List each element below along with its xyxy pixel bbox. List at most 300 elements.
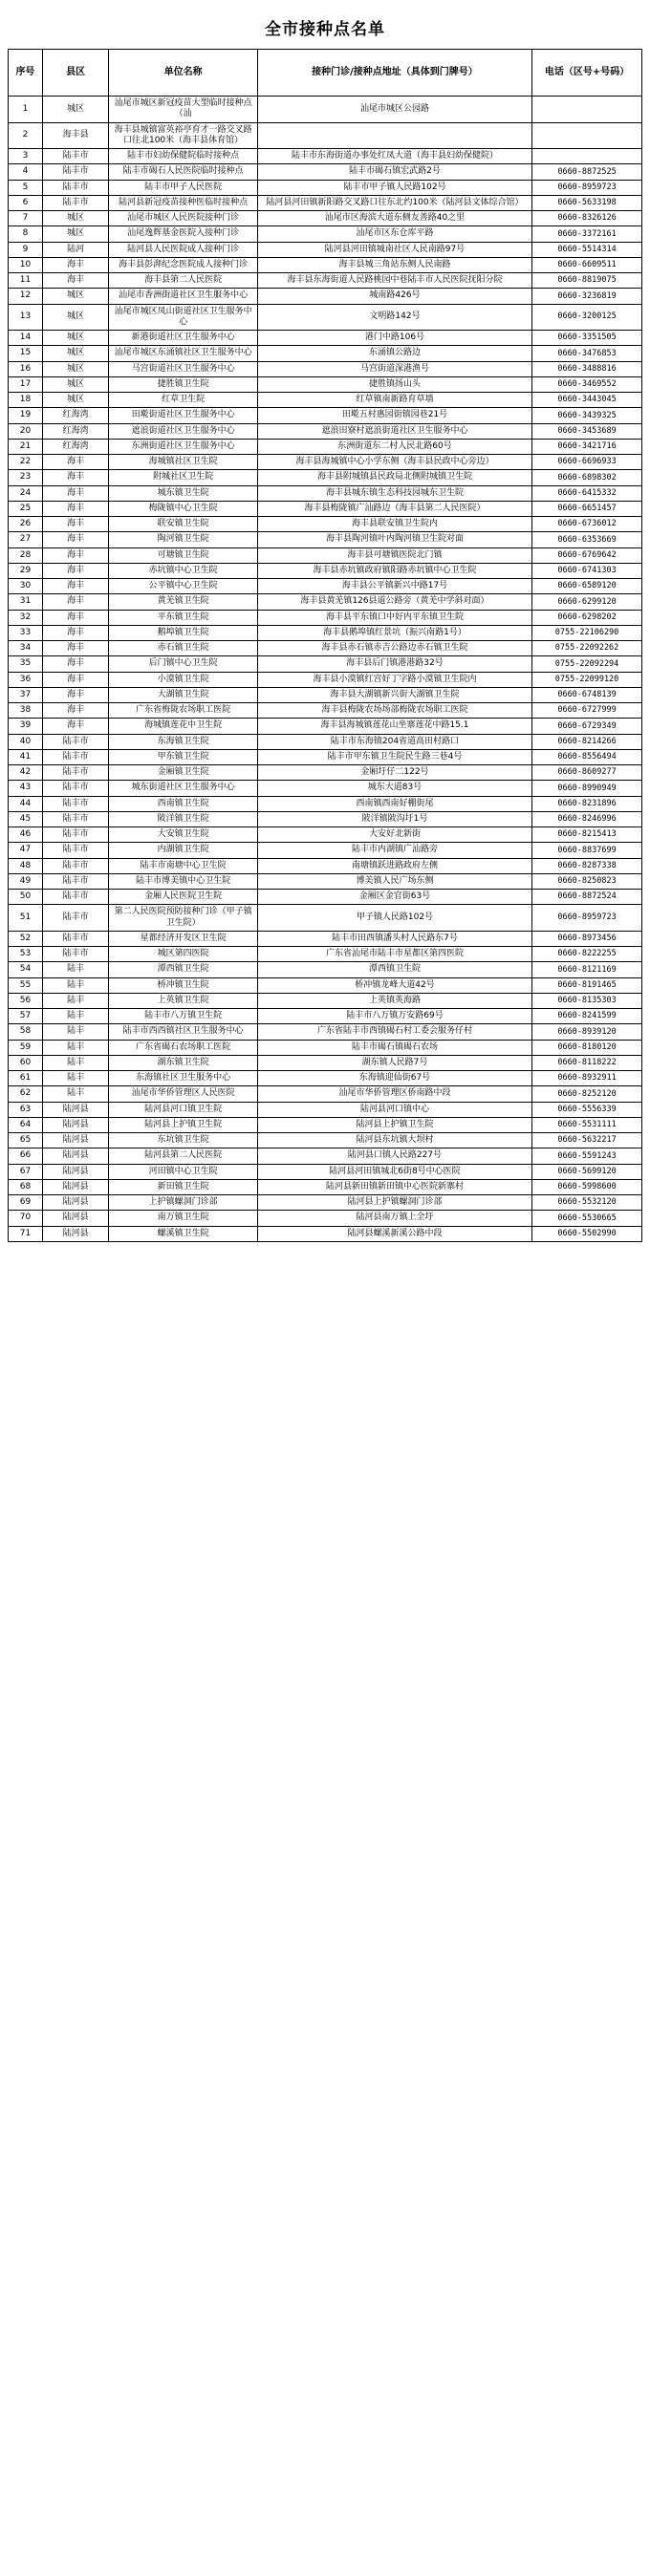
cell-unit: 后门镇中心卫生院: [109, 656, 258, 672]
cell-district: 陆丰市: [42, 858, 108, 873]
table-row: [9, 765, 642, 781]
cell-index: 70: [9, 1211, 43, 1226]
cell-district: 陆丰市: [42, 749, 108, 764]
cell-address: 陆丰市田西镇潘头村人民路东7号: [257, 931, 531, 946]
cell-address: 陆丰市东海街道办事处红凤大道（海丰县妇幼保健院）: [257, 149, 531, 164]
cell-unit: 陆丰市妇幼保健院临时接种点: [109, 149, 258, 164]
table-row: [9, 304, 642, 331]
cell-unit: 可塘镇卫生院: [109, 547, 258, 563]
cell-phone: 0660-8556494: [532, 749, 642, 764]
cell-address: 海丰县梅陇镇广汕路边（海丰县第二人民医院）: [257, 501, 531, 516]
cell-phone: 0660-8990949: [532, 781, 642, 796]
table-row: [9, 656, 642, 672]
table-row: [9, 977, 642, 993]
cell-address: 汕尾市区海滨大道东侧友善路40之里: [257, 211, 531, 226]
cell-unit: 马宫街道社区卫生服务中心: [109, 361, 258, 376]
cell-phone: 0660-6609511: [532, 257, 642, 272]
cell-unit: 陆丰市八万镇卫生院: [109, 1009, 258, 1024]
cell-unit: 广东省碣石农场职工医院: [109, 1040, 258, 1055]
cell-phone: 0660-3236819: [532, 289, 642, 304]
cell-unit: 城东镇卫生院: [109, 485, 258, 501]
cell-phone: 0660-8959723: [532, 905, 642, 932]
cell-phone: 0755-22106290: [532, 625, 642, 640]
cell-unit: 海丰县第二人民医院: [109, 273, 258, 289]
cell-index: 61: [9, 1071, 43, 1086]
cell-district: 海丰: [42, 625, 108, 640]
cell-index: 17: [9, 376, 43, 392]
cell-index: 52: [9, 931, 43, 946]
cell-phone: 0660-6748139: [532, 687, 642, 702]
table-row: [9, 719, 642, 734]
cell-address: 海丰县鹅埠镇红景坑（振兴南路1号）: [257, 625, 531, 640]
cell-district: 海丰: [42, 656, 108, 672]
cell-index: 7: [9, 211, 43, 226]
cell-unit: 陆河县河口镇卫生院: [109, 1102, 258, 1117]
cell-address: 东海镇迎仙街67号: [257, 1071, 531, 1086]
cell-index: 12: [9, 289, 43, 304]
cell-phone: 0660-5998600: [532, 1179, 642, 1194]
cell-address: 红草镇南新路育草墙: [257, 393, 531, 408]
cell-district: 城区: [42, 361, 108, 376]
cell-district: 陆丰市: [42, 905, 108, 932]
cell-address: 汕尾市城区公园路: [257, 97, 531, 123]
cell-district: 陆河县: [42, 1133, 108, 1148]
cell-phone: 0660-8939120: [532, 1024, 642, 1040]
cell-unit: 陂洋镇卫生院: [109, 811, 258, 826]
table-row: [9, 195, 642, 210]
cell-unit: 第二人民医院预防接种门诊（甲子镇卫生院）: [109, 905, 258, 932]
cell-address: 西南镇西南好棚街尾: [257, 796, 531, 811]
cell-unit: 大安镇卫生院: [109, 827, 258, 843]
table-row: [9, 993, 642, 1008]
cell-unit: 金厢人民医院卫生院: [109, 890, 258, 905]
cell-phone: 0660-8241599: [532, 1009, 642, 1024]
cell-address: 陆河县上护镇螺洞门诊部: [257, 1195, 531, 1211]
cell-phone: 0660-8837699: [532, 843, 642, 858]
cell-district: 陆丰: [42, 1086, 108, 1102]
cell-district: 城区: [42, 376, 108, 392]
cell-index: 32: [9, 610, 43, 625]
cell-unit: 平东镇卫生院: [109, 610, 258, 625]
cell-index: 68: [9, 1179, 43, 1194]
cell-district: 海丰: [42, 687, 108, 702]
cell-unit: 陆河县新冠疫苗接种医临时接种点: [109, 195, 258, 210]
cell-phone: 0660-8932911: [532, 1071, 642, 1086]
cell-unit: 陆丰市南塘中心卫生院: [109, 858, 258, 873]
table-row: [9, 1055, 642, 1070]
cell-index: 51: [9, 905, 43, 932]
cell-address: 东涌镇公路边: [257, 346, 531, 361]
cell-address: 海丰县联安镇卫生院内: [257, 517, 531, 532]
cell-index: 13: [9, 304, 43, 331]
cell-address: 汕尾市区东仓库平路: [257, 226, 531, 242]
cell-district: 陆丰市: [42, 149, 108, 164]
cell-address: 桥冲镇龙峰大道42号: [257, 977, 531, 993]
cell-index: 54: [9, 962, 43, 977]
cell-unit: 黄羌镇卫生院: [109, 594, 258, 610]
cell-unit: 遮浪街道社区卫生服务中心: [109, 423, 258, 439]
column-header-index: 序号: [9, 50, 43, 97]
table-row: [9, 703, 642, 719]
cell-district: 城区: [42, 346, 108, 361]
cell-unit: 湖东镇卫生院: [109, 1055, 258, 1070]
cell-address: 陆丰市碣石镇碣石农场: [257, 1040, 531, 1055]
cell-unit: 联安镇卫生院: [109, 517, 258, 532]
table-row: [9, 858, 642, 873]
cell-address: 海丰县黄羌镇126县道公路旁（黄羌中学斜对面）: [257, 594, 531, 610]
table-row: [9, 962, 642, 977]
cell-address: 陆河县河田镇新阳路交叉路口往东北约100米（陆河县文体综合馆）: [257, 195, 531, 210]
cell-unit: 海丰县城镇富英裕亭育才一路交叉路口往北100米（海丰县体育馆）: [109, 122, 258, 149]
cell-phone: 0660-8287338: [532, 858, 642, 873]
column-header-district: 县区: [42, 50, 108, 97]
cell-phone: 0660-5556339: [532, 1102, 642, 1117]
cell-index: 58: [9, 1024, 43, 1040]
cell-index: 10: [9, 257, 43, 272]
cell-index: 27: [9, 532, 43, 547]
cell-phone: 0660-3372161: [532, 226, 642, 242]
cell-address: 陆丰市八万镇万安路69号: [257, 1009, 531, 1024]
cell-district: 陆丰: [42, 1040, 108, 1055]
cell-index: 35: [9, 656, 43, 672]
cell-index: 53: [9, 947, 43, 962]
cell-district: 陆河县: [42, 1164, 108, 1179]
cell-index: 29: [9, 563, 43, 578]
table-row: [9, 796, 642, 811]
cell-phone: 0755-22092262: [532, 641, 642, 656]
cell-unit: 南万镇卫生院: [109, 1211, 258, 1226]
cell-district: 城区: [42, 97, 108, 123]
cell-address: 海丰县平东镇口中好内平东镇卫生院: [257, 610, 531, 625]
cell-unit: 新田镇卫生院: [109, 1179, 258, 1194]
cell-index: 22: [9, 455, 43, 470]
cell-district: 城区: [42, 331, 108, 346]
cell-address: 海丰县赤坑镇政府镇阳路赤坑镇中心卫生院: [257, 563, 531, 578]
table-row: [9, 1179, 642, 1194]
cell-index: 30: [9, 579, 43, 594]
table-row: [9, 423, 642, 439]
cell-index: 31: [9, 594, 43, 610]
cell-index: 6: [9, 195, 43, 210]
table-row: [9, 439, 642, 454]
cell-address: 博美镇人民广场东侧: [257, 873, 531, 889]
table-row: [9, 361, 642, 376]
cell-index: 8: [9, 226, 43, 242]
cell-unit: 东海镇卫生院: [109, 734, 258, 749]
cell-phone: 0660-5502990: [532, 1226, 642, 1241]
cell-address: 陆河县口镇人民路227号: [257, 1148, 531, 1164]
column-header-address: 接种门诊/接种点地址（具体到门牌号）: [257, 50, 531, 97]
cell-index: 25: [9, 501, 43, 516]
table-row: [9, 890, 642, 905]
cell-phone: 0660-5514314: [532, 242, 642, 257]
table-row: [9, 563, 642, 578]
cell-index: 65: [9, 1133, 43, 1148]
cell-district: 陆丰市: [42, 873, 108, 889]
cell-district: 陆丰市: [42, 195, 108, 210]
cell-phone: 0660-8872525: [532, 164, 642, 180]
cell-phone: 0660-6898302: [532, 470, 642, 485]
cell-index: 49: [9, 873, 43, 889]
cell-district: 海丰: [42, 703, 108, 719]
cell-index: 2: [9, 122, 43, 149]
cell-unit: 大湖镇卫生院: [109, 687, 258, 702]
cell-district: 陆丰: [42, 962, 108, 977]
cell-unit: 广东省梅陇农场职工医院: [109, 703, 258, 719]
cell-index: 28: [9, 547, 43, 563]
cell-index: 24: [9, 485, 43, 501]
cell-address: 南塘镇跃进路政府左侧: [257, 858, 531, 873]
cell-unit: 红草卫生院: [109, 393, 258, 408]
table-row: [9, 641, 642, 656]
cell-unit: 陆丰市碣石人民医院临时接种点: [109, 164, 258, 180]
cell-district: 海丰: [42, 594, 108, 610]
cell-unit: 陆丰市西西镇社区卫生服务中心: [109, 1024, 258, 1040]
cell-district: 陆丰: [42, 1071, 108, 1086]
table-row: [9, 1195, 642, 1211]
cell-unit: 汕尾逸辉基金医院入接种门诊: [109, 226, 258, 242]
cell-district: 海丰: [42, 470, 108, 485]
cell-district: 海丰: [42, 719, 108, 734]
table-row: [9, 1164, 642, 1179]
cell-address: 陆丰市东海镇204省道高田村路口: [257, 734, 531, 749]
table-row: [9, 1148, 642, 1164]
cell-phone: 0660-8246996: [532, 811, 642, 826]
table-header-row: [9, 50, 642, 97]
cell-address: 广东省汕尾市陆丰市星都区第四医院: [257, 947, 531, 962]
cell-address: 海丰县可塘镇医院北门镇: [257, 547, 531, 563]
cell-district: 陆河县: [42, 1117, 108, 1132]
cell-index: 62: [9, 1086, 43, 1102]
table-body: [9, 97, 642, 1242]
cell-address: 甲子镇人民路102号: [257, 905, 531, 932]
cell-phone: 0755-22092294: [532, 656, 642, 672]
cell-phone: 0660-5633198: [532, 195, 642, 210]
table-row: [9, 346, 642, 361]
table-row: [9, 905, 642, 932]
cell-district: 陆丰市: [42, 811, 108, 826]
table-row: [9, 226, 642, 242]
cell-index: 47: [9, 843, 43, 858]
cell-phone: 0660-8214266: [532, 734, 642, 749]
cell-phone: 0660-8252120: [532, 1086, 642, 1102]
cell-unit: 金厢镇卫生院: [109, 765, 258, 781]
cell-unit: 海丰县彭湃纪念医院成人接种门诊: [109, 257, 258, 272]
table-row: [9, 1133, 642, 1148]
table-row: [9, 594, 642, 610]
cell-unit: 河田镇中心卫生院: [109, 1164, 258, 1179]
cell-address: 陆河县上护镇卫生院: [257, 1117, 531, 1132]
cell-address: 陆河县河口镇中心: [257, 1102, 531, 1117]
cell-index: 1: [9, 97, 43, 123]
cell-district: 陆丰市: [42, 947, 108, 962]
table-row: [9, 485, 642, 501]
cell-phone: 0660-5532120: [532, 1195, 642, 1211]
cell-address: 海丰县小漠镇红宫好丁字路小漠镇卫生院内: [257, 672, 531, 687]
table-row: [9, 149, 642, 164]
cell-unit: 陆丰市博美镇中心卫生院: [109, 873, 258, 889]
cell-index: 66: [9, 1148, 43, 1164]
cell-index: 39: [9, 719, 43, 734]
column-header-unit: 单位名称: [109, 50, 258, 97]
cell-address: 陆丰市内湖镇广汕路旁: [257, 843, 531, 858]
cell-district: 陆丰市: [42, 164, 108, 180]
page-title: 全市接种点名单: [265, 20, 385, 39]
table-row: [9, 331, 642, 346]
cell-phone: 0660-8180120: [532, 1040, 642, 1055]
cell-district: 陆丰市: [42, 734, 108, 749]
cell-phone: 0660-6353669: [532, 532, 642, 547]
cell-address: 海丰县城东镇生态科技园城东卫生院: [257, 485, 531, 501]
cell-address: 大安好北新街: [257, 827, 531, 843]
cell-phone: 0660-8326126: [532, 211, 642, 226]
cell-index: 11: [9, 273, 43, 289]
cell-index: 4: [9, 164, 43, 180]
cell-unit: 赤坑镇中心卫生院: [109, 563, 258, 578]
cell-address: 城东大道83号: [257, 781, 531, 796]
cell-district: 陆丰: [42, 1009, 108, 1024]
table-row: [9, 273, 642, 289]
cell-address: 陆河县南万镇上全圩: [257, 1211, 531, 1226]
cell-unit: 城区第四医院: [109, 947, 258, 962]
cell-index: 19: [9, 408, 43, 423]
cell-phone: 0660-8121169: [532, 962, 642, 977]
cell-phone: 0660-6589120: [532, 579, 642, 594]
cell-index: 57: [9, 1009, 43, 1024]
cell-phone: 0660-8609277: [532, 765, 642, 781]
cell-index: 23: [9, 470, 43, 485]
cell-index: 34: [9, 641, 43, 656]
cell-phone: 0660-3488816: [532, 361, 642, 376]
cell-unit: 汕尾市华侨管理区人民医院: [109, 1086, 258, 1102]
cell-district: 城区: [42, 304, 108, 331]
cell-phone: 0660-5531111: [532, 1117, 642, 1132]
cell-phone: 0660-3469552: [532, 376, 642, 392]
cell-phone: 0660-8250823: [532, 873, 642, 889]
cell-district: 陆丰市: [42, 796, 108, 811]
cell-unit: 星都经济开发区卫生院: [109, 931, 258, 946]
cell-index: 44: [9, 796, 43, 811]
cell-district: 陆丰: [42, 977, 108, 993]
cell-district: 陆丰市: [42, 827, 108, 843]
cell-address: 捷胜镇扬山头: [257, 376, 531, 392]
cell-index: 56: [9, 993, 43, 1008]
cell-unit: 公平镇中心卫生院: [109, 579, 258, 594]
cell-unit: 鹅埠镇卫生院: [109, 625, 258, 640]
cell-district: 陆河县: [42, 1148, 108, 1164]
cell-address: 文明路142号: [257, 304, 531, 331]
table-row: [9, 827, 642, 843]
table-row: [9, 164, 642, 180]
table-row: [9, 843, 642, 858]
cell-address: 金厢区金官街63号: [257, 890, 531, 905]
cell-district: 海丰: [42, 257, 108, 272]
cell-phone: 0660-8222255: [532, 947, 642, 962]
cell-phone: 0660-8959723: [532, 180, 642, 195]
cell-unit: 陆河县人民医院成人接种门诊: [109, 242, 258, 257]
cell-district: 海丰县: [42, 122, 108, 149]
cell-index: 64: [9, 1117, 43, 1132]
cell-district: 海丰: [42, 532, 108, 547]
cell-district: 红海湾: [42, 439, 108, 454]
cell-district: 陆丰: [42, 1024, 108, 1040]
cell-unit: 小漠镇卫生院: [109, 672, 258, 687]
cell-index: 3: [9, 149, 43, 164]
table-row: [9, 1226, 642, 1241]
table-row: [9, 211, 642, 226]
table-row: [9, 1040, 642, 1055]
cell-unit: 汕尾市城区东涌镇社区卫生服务中心: [109, 346, 258, 361]
cell-phone: 0660-8135303: [532, 993, 642, 1008]
cell-district: 陆河县: [42, 1102, 108, 1117]
table-row: [9, 547, 642, 563]
table-row: [9, 1211, 642, 1226]
cell-address: 海丰县附城镇县民政局北侧附城镇卫生院: [257, 470, 531, 485]
table-row: [9, 811, 642, 826]
cell-unit: 新港街道社区卫生服务中心: [109, 331, 258, 346]
cell-unit: 梅陇镇中心卫生院: [109, 501, 258, 516]
cell-index: 5: [9, 180, 43, 195]
cell-district: 陆河县: [42, 1226, 108, 1241]
cell-unit: 田墘街道社区卫生服务中心: [109, 408, 258, 423]
cell-index: 16: [9, 361, 43, 376]
cell-address: 陆河县新田镇新田镇中心医院新寨村: [257, 1179, 531, 1194]
cell-index: 38: [9, 703, 43, 719]
cell-phone: 0660-6298202: [532, 610, 642, 625]
cell-address: 汕尾市华侨管理区侨南路中段: [257, 1086, 531, 1102]
cell-district: 陆丰市: [42, 180, 108, 195]
cell-district: 城区: [42, 289, 108, 304]
cell-district: 陆河: [42, 242, 108, 257]
cell-index: 43: [9, 781, 43, 796]
cell-index: 63: [9, 1102, 43, 1117]
cell-district: 陆丰市: [42, 931, 108, 946]
cell-address: 港门中路106号: [257, 331, 531, 346]
cell-address: 城南路426号: [257, 289, 531, 304]
cell-district: 陆丰: [42, 1055, 108, 1070]
cell-address: 田墘五村惠园街镇园巷21号: [257, 408, 531, 423]
cell-address: 遮浪田寮村遮浪街道社区卫生服务中心: [257, 423, 531, 439]
vaccination-sites-table: [8, 49, 642, 1242]
table-row: [9, 242, 642, 257]
cell-index: 20: [9, 423, 43, 439]
cell-phone: 0660-6299120: [532, 594, 642, 610]
cell-phone: 0660-6696933: [532, 455, 642, 470]
cell-unit: 海城镇莲花中卫生院: [109, 719, 258, 734]
cell-unit: 陆河县第二人民医院: [109, 1148, 258, 1164]
cell-district: 陆河县: [42, 1195, 108, 1211]
cell-address: 潭西镇卫生院: [257, 962, 531, 977]
cell-unit: 螺溪镇卫生院: [109, 1226, 258, 1241]
cell-phone: 0660-8215413: [532, 827, 642, 843]
cell-unit: 上护镇螺洞门诊部: [109, 1195, 258, 1211]
cell-index: 69: [9, 1195, 43, 1211]
table-row: [9, 672, 642, 687]
table-row: [9, 122, 642, 149]
cell-phone: 0660-6415332: [532, 485, 642, 501]
cell-phone: 0660-8118222: [532, 1055, 642, 1070]
table-row: [9, 610, 642, 625]
table-row: [9, 180, 642, 195]
cell-index: 36: [9, 672, 43, 687]
cell-unit: 汕尾市城区凤山街道社区卫生服务中心: [109, 304, 258, 331]
cell-address: 陂洋镇陂沟圩1号: [257, 811, 531, 826]
cell-district: 红海湾: [42, 423, 108, 439]
cell-address: 海丰县海城镇莲花山坐寨莲花中路15.1: [257, 719, 531, 734]
table-row: [9, 873, 642, 889]
cell-index: 40: [9, 734, 43, 749]
table-row: [9, 376, 642, 392]
